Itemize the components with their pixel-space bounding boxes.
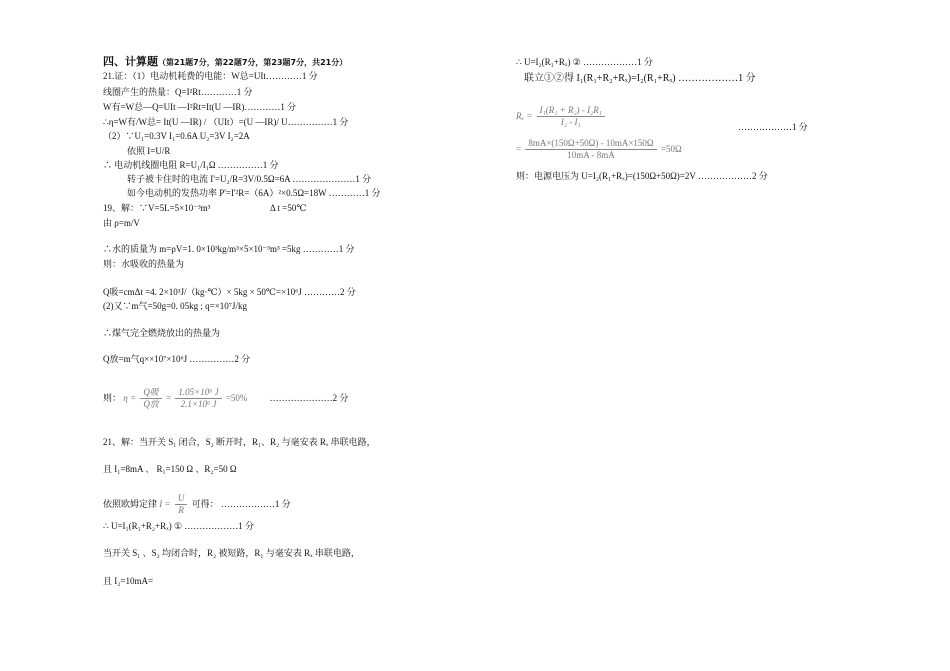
text-line: ∴η=W有/W总= It(U —IR) / （UIt）=(U —IR)/ U……………1 分 <box>103 117 349 127</box>
text-line: 转子被卡住时的电流 I'=U₂/R=3V/0.5Ω=6A …………………1 分 <box>127 174 372 184</box>
text-line: 由 ρ=m/V <box>103 218 140 228</box>
text-line: 21、解：当开关 S₁ 闭合，S₂ 断开时，R₁、R₂ 与毫安表 Rₓ 串联电路， <box>103 437 376 447</box>
points-note: ………………1 分 <box>738 122 808 132</box>
text-line: W有=W总—Q=UIt —I²Rt=It(U —IR)…………1 分 <box>103 102 297 112</box>
text-line: 21.证：（1）电动机耗费的电能：W总=UIt…………1 分 <box>103 71 318 81</box>
fraction-rx <box>537 105 605 128</box>
fraction-numerator: Q吸 <box>140 387 162 399</box>
text-line: ∴ 电动机线圈电阻 R=U₁/I₁Ω ……………1 分 <box>103 160 279 170</box>
fraction-numerator: 1.05×10⁶ J <box>175 387 221 399</box>
efficiency-formula: 则： η = $\frac{\text{Q吸}}{\text{Q放}}$ = $\frac{\text{1.05×10⁶ J}}{\text{2.1×10⁶ J}}$ =50% …………………2 分 <box>103 387 349 410</box>
fraction-denominator: I₂ - I₁ <box>560 117 581 128</box>
fraction-q <box>140 387 162 410</box>
text-line: （2）∵U₁=0.3V I₁=0.6A U₂=3V I₂=2A <box>103 131 250 141</box>
text-line: 联立①②得 I₁(R₁+R₂+Rₓ)=I₂(R₁+Rₓ) ………………1 分 <box>524 73 756 84</box>
text-line: 如今电动机的发热功率 P'=I'²R=（6A）²×0.5Ω=18W …………1 分 <box>127 188 381 198</box>
text-line: 且 I₂=10mA= <box>103 576 154 586</box>
text-line: 则：电源电压为 U=I₂(R₁+Rₓ)=(150Ω+50Ω)=2V ………………2 分 <box>516 171 768 181</box>
text-line: 线圈产生的热量：Q=I²Rt…………1 分 <box>103 87 253 97</box>
fraction-denominator: R <box>178 505 184 516</box>
ohm-i: I = <box>159 499 171 509</box>
fraction-numerator: U <box>175 493 188 505</box>
rx-formula <box>516 100 607 132</box>
eta-symbol: η = <box>123 393 137 403</box>
right-column <box>480 0 950 671</box>
fraction-numerator: I₁(R₁ + R₂) - I₂R₁ <box>537 105 605 117</box>
text-line: 19、解：∵V=5L=5×10⁻³m³ <box>103 203 211 213</box>
rx-result: =50Ω <box>660 144 682 154</box>
text-line: ∴煤气完全燃烧放出的热量为 <box>103 328 221 338</box>
text-line: 当开关 S₁ 、S₂ 均闭合时，R₂ 被短路，R₁ 与毫安表 Rₓ 串联电路， <box>103 548 360 558</box>
text-line: (2)又∵m气=50g=0. 05kg ; q=×10⁷J/kg <box>103 301 247 311</box>
text-line: Q吸=cmΔt =4. 2×10³J/（kg·℃）× 5kg × 50℃=×10⁶J …………2 分 <box>103 287 356 297</box>
fraction-numerator: 8mA×(150Ω+50Ω) - 10mA×150Ω <box>525 138 656 150</box>
ohm-law-line <box>103 491 291 517</box>
efficiency-result: =50% <box>225 393 248 403</box>
text-line: Δ t =50℃ <box>270 203 307 213</box>
equals-sign: = <box>516 144 522 154</box>
fraction-denominator: 2.1×10⁶ J <box>180 399 217 410</box>
fraction-values <box>175 387 221 410</box>
rx-lhs: Rₓ = <box>516 111 533 121</box>
text-line: 且 I₁=8mA 、 R₁=150 Ω 、R₂=50 Ω <box>103 464 237 474</box>
section-title: 四、计算题（第21题7分，第22题7分，第23题7分，共21分） <box>103 55 348 68</box>
section-title-points: （第21题7分，第22题7分，第23题7分，共21分） <box>158 58 348 67</box>
text-line: ∴ U=I₂(R₁+Rₓ) ② ………………1 分 <box>516 57 653 67</box>
fraction-denominator: 10mA - 8mA <box>567 150 615 161</box>
rx-substitution <box>516 134 682 164</box>
fraction-denominator: Q放 <box>143 399 159 410</box>
text-line: 则：水吸收的热量为 <box>103 259 185 269</box>
ohm-suffix: 可得： ………………1 分 <box>191 499 291 509</box>
formula-prefix: 则： <box>103 393 122 403</box>
fraction-substitution <box>525 138 656 161</box>
text-line: 依照 I=U/R <box>127 146 171 156</box>
fraction-ohm <box>175 493 188 516</box>
points-note: …………………2 分 <box>269 393 349 403</box>
text-line: ∴水的质量为 m=ρV=1. 0×10³kg/m³×5×10⁻³m³ =5kg …………1 分 <box>103 244 355 254</box>
ohm-prefix: 依照欧姆定律 <box>103 499 158 509</box>
text-line: Q放=m气q××10⁷×10⁶J ……………2 分 <box>103 354 251 364</box>
text-line: ∴ U=I₁(R₁+R₂+Rₓ) ① ………………1 分 <box>103 521 255 531</box>
